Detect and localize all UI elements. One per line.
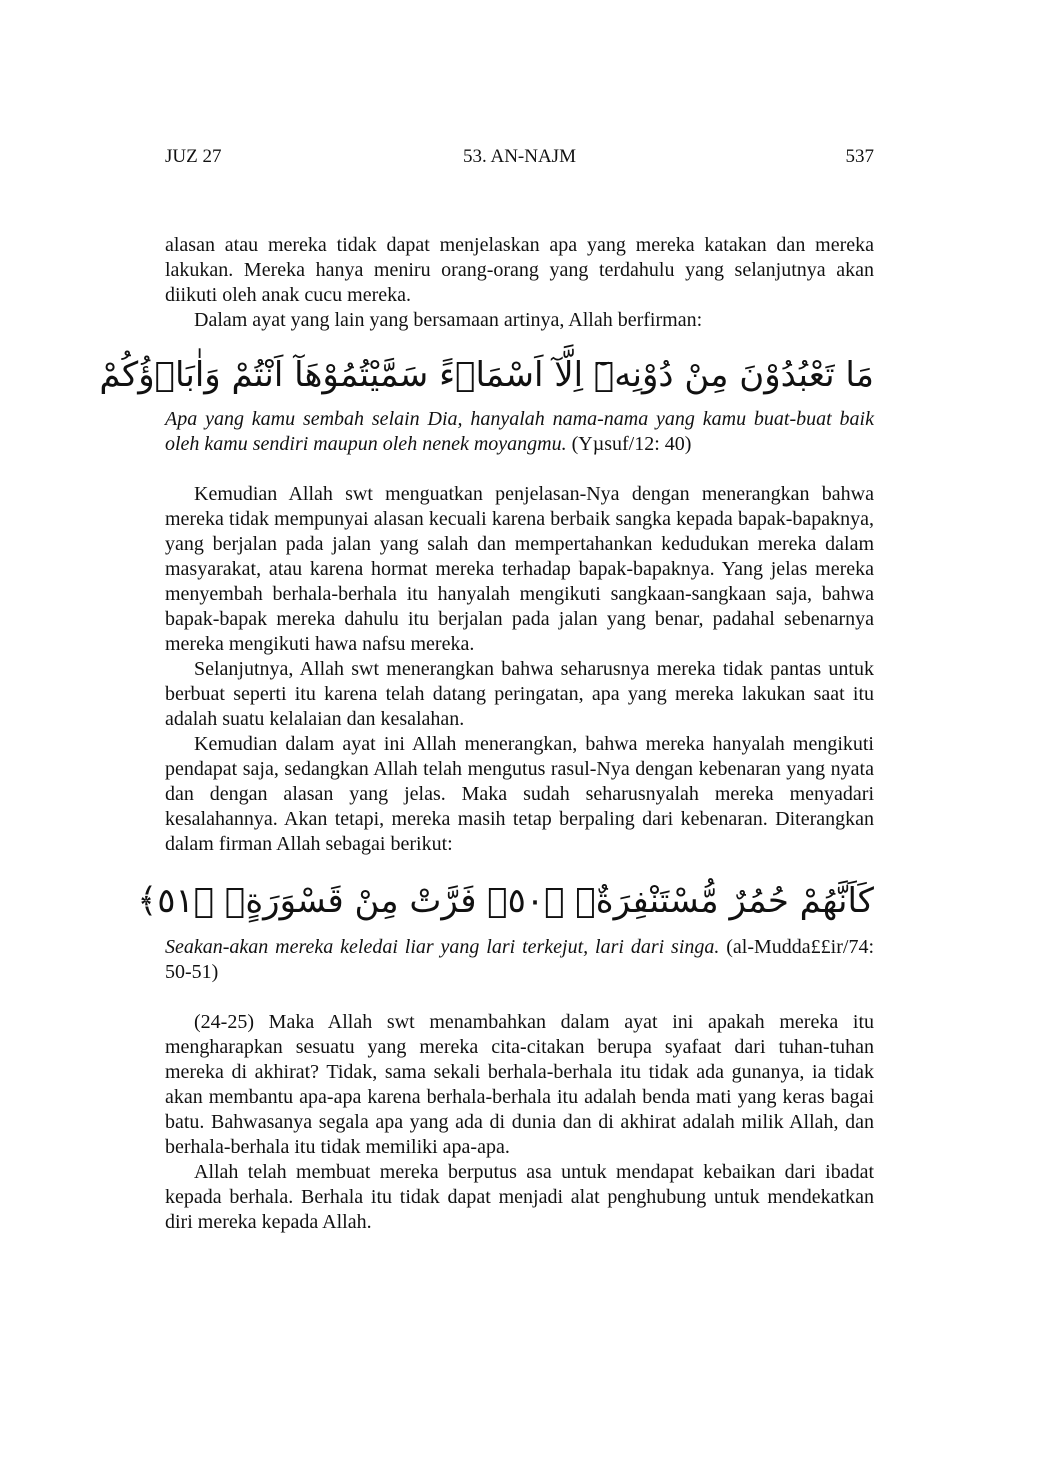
verse-reference: (al-Mudda££ir/74: 50-51) <box>165 936 875 983</box>
running-header <box>165 146 874 172</box>
arabic-verse: كَاَنَّهُمْ حُمُرٌ مُّسْتَنْفِرَةٌۙ ﴿٥٠﴾ فَرَّتْ مِنْ قَسْوَرَةٍۗ ﴿٥١﴾ <box>137 881 874 921</box>
paragraph: Kemudian dalam ayat ini Allah menerangkan, bahwa mereka hanyalah mengikuti pendapat saja, sedangkan Allah telah mengutus rasul-Nya dengan kebenaran yang nyata dan dengan alasan yang jelas. Maka sudah seharusnyalah mereka menyadari kesalahannya. Akan tetapi, mereka masih tetap berpaling dari kebenaran. Diterangkan dalam firman Allah sebagai berikut: <box>165 733 874 855</box>
paragraph: Kemudian Allah swt menguatkan penjelasan-Nya dengan menerangkan bahwa mereka tidak mempunyai alasan kecuali karena berbaik sangka kepada bapak-bapaknya, yang berjalan pada jalan yang salah dan mempertahankan kedudukan mereka dalam masyarakat, atau karena hormat mereka terhadap bapak-bapaknya. Yang jelas mereka menyembah berhala-berhala itu hanyalah mengikuti sangkaan-sangkaan saja, bahwa bapak-bapak mereka dahulu itu berjalan pada jalan yang benar, padahal sebenarnya mereka mengikuti hawa nafsu mereka. <box>165 483 874 655</box>
paragraph: Dalam ayat yang lain yang bersamaan artinya, Allah berfirman: <box>194 309 703 331</box>
verse-reference: (Yµsuf/12: 40) <box>571 433 692 455</box>
verse-translation <box>165 407 874 457</box>
body-text <box>99 233 875 1235</box>
paragraph: Selanjutnya, Allah swt menerangkan bahwa seharusnya mereka tidak pantas untuk berbuat seperti itu karena telah datang peringatan, apa yang mereka lakukan saat itu adalah suatu kelalaian dan kesalahan. <box>165 658 874 730</box>
paragraph: (24-25) Maka Allah swt menambahkan dalam ayat ini apakah mereka itu mengharapkan sesuatu yang mereka cita-citakan berupa syafaat dari tuhan-tuhan mereka di akhirat? Tidak, sama sekali berhala-berhala itu tidak ada gunanya, ia tidak akan membantu apa-apa karena berhala-berhala itu adalah benda mati yang keras bagai batu. Bahwasanya segala apa yang ada di dunia dan di akhirat adalah milik Allah, dan berhala-berhala itu tidak memiliki apa-apa. <box>165 1011 874 1158</box>
translation-text: Apa yang kamu sembah selain Dia, hanyalah nama-nama yang kamu buat-buat baik oleh kamu sendiri maupun oleh nenek moyangmu. <box>165 408 874 455</box>
paragraph: Allah telah membuat mereka berputus asa untuk mendapat kebaikan dari ibadat kepada berhala. Berhala itu tidak dapat menjadi alat penghubung untuk mendekatkan diri mereka kepada Allah. <box>165 1161 874 1233</box>
translation-text: Seakan-akan mereka keledai liar yang lari terkejut, lari dari singa. <box>165 936 720 958</box>
arabic-verse: مَا تَعْبُدُوْنَ مِنْ دُوْنِهٖٓ اِلَّآ اَسْمَاۤءً سَمَّيْتُمُوْهَآ اَنْتُمْ وَاٰبَاۤؤُكُمْ <box>99 355 874 395</box>
verse-translation <box>165 935 874 985</box>
paragraph: alasan atau mereka tidak dapat menjelaskan apa yang mereka katakan dan mereka lakukan. Mereka hanya meniru orang-orang yang terdahulu yang selanjutnya akan diikuti oleh anak cucu mereka. <box>165 234 874 306</box>
juz-label: JUZ 27 <box>165 146 222 167</box>
surah-title: 53. AN-NAJM <box>463 146 576 167</box>
page-number: 537 <box>845 146 874 167</box>
